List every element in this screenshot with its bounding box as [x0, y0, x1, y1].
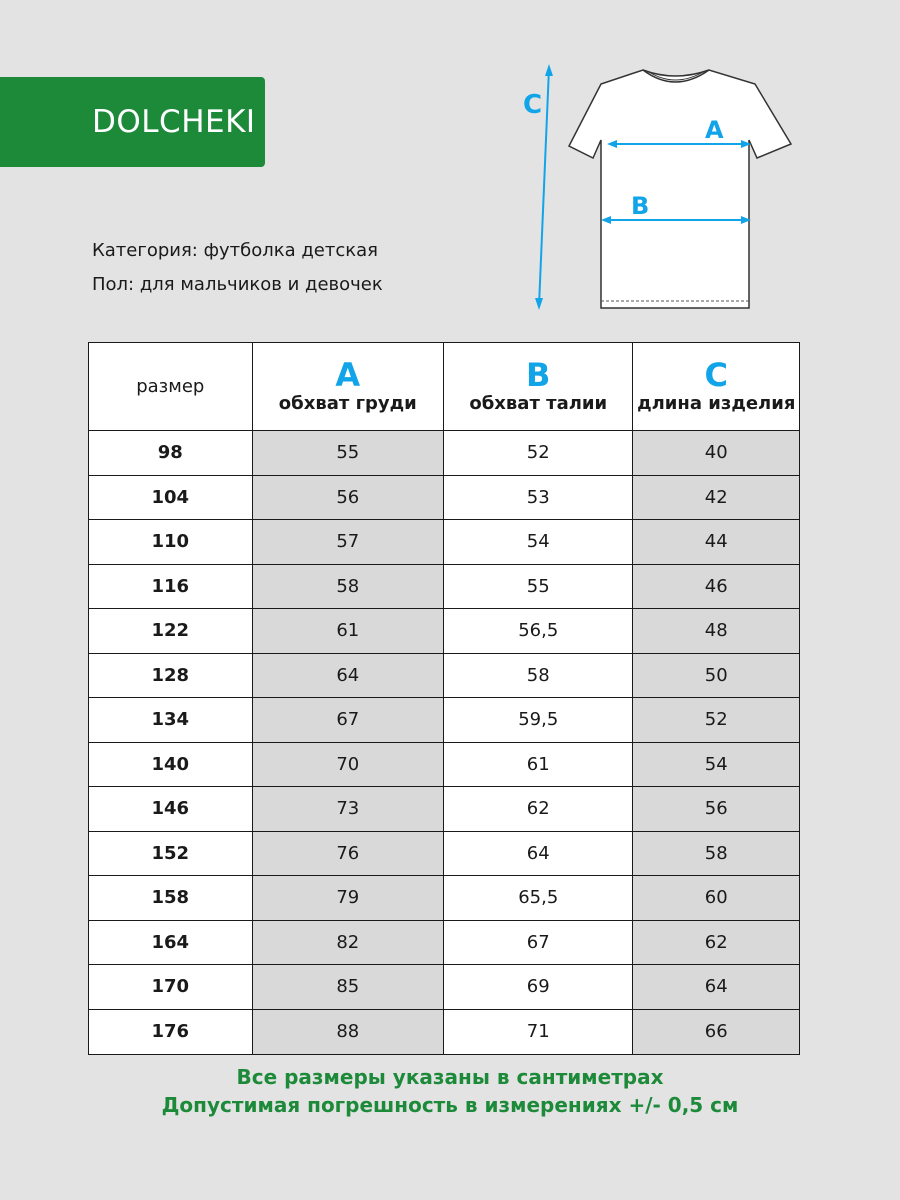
table-row — [89, 743, 799, 788]
header-a — [253, 343, 444, 431]
length-cell: 62 — [633, 921, 799, 966]
header-size-label: размер — [136, 376, 205, 397]
table-row — [89, 1010, 799, 1055]
chest-cell: 55 — [253, 431, 444, 476]
size-cell: 158 — [89, 876, 253, 921]
length-cell: 54 — [633, 743, 799, 788]
chest-cell: 85 — [253, 965, 444, 1010]
table-row — [89, 565, 799, 610]
chest-cell: 79 — [253, 876, 444, 921]
header-b-label: обхват талии — [469, 393, 608, 414]
header-size — [89, 343, 253, 431]
waist-cell: 61 — [444, 743, 633, 788]
brand-name: DOLCHEKI — [92, 104, 256, 140]
size-cell: 104 — [89, 476, 253, 521]
arrow-c-head-top — [545, 64, 553, 76]
chest-cell: 76 — [253, 832, 444, 877]
chest-cell: 88 — [253, 1010, 444, 1055]
waist-cell: 58 — [444, 654, 633, 699]
category-text: Категория: футболка детская — [92, 240, 378, 261]
waist-cell: 71 — [444, 1010, 633, 1055]
chest-cell: 73 — [253, 787, 444, 832]
length-cell: 60 — [633, 876, 799, 921]
waist-cell: 53 — [444, 476, 633, 521]
waist-cell: 59,5 — [444, 698, 633, 743]
length-cell: 50 — [633, 654, 799, 699]
footer-units-note: Все размеры указаны в сантиметрах — [236, 1065, 664, 1089]
chest-cell: 61 — [253, 609, 444, 654]
chest-cell: 82 — [253, 921, 444, 966]
table-row — [89, 921, 799, 966]
waist-cell: 62 — [444, 787, 633, 832]
length-cell: 42 — [633, 476, 799, 521]
table-body — [89, 431, 799, 1054]
label-a: A — [705, 116, 724, 144]
tshirt-outline — [569, 70, 791, 308]
table-row — [89, 965, 799, 1010]
table-row — [89, 609, 799, 654]
footer-tolerance-note: Допустимая погрешность в измерениях +/- 0,5 см — [161, 1093, 739, 1117]
table-row — [89, 787, 799, 832]
size-table — [88, 342, 800, 1055]
size-cell: 146 — [89, 787, 253, 832]
size-cell: 122 — [89, 609, 253, 654]
table-row — [89, 476, 799, 521]
tshirt-diagram — [515, 58, 805, 320]
length-cell: 44 — [633, 520, 799, 565]
length-cell: 64 — [633, 965, 799, 1010]
header-c — [633, 343, 799, 431]
length-cell: 56 — [633, 787, 799, 832]
size-cell: 110 — [89, 520, 253, 565]
length-cell: 48 — [633, 609, 799, 654]
label-b: B — [631, 192, 650, 220]
table-row — [89, 698, 799, 743]
label-c: C — [523, 90, 543, 120]
size-cell: 164 — [89, 921, 253, 966]
chest-cell: 57 — [253, 520, 444, 565]
size-cell: 116 — [89, 565, 253, 610]
chest-cell: 70 — [253, 743, 444, 788]
header-c-letter: C — [704, 356, 728, 394]
length-cell: 66 — [633, 1010, 799, 1055]
size-cell: 176 — [89, 1010, 253, 1055]
chest-cell: 56 — [253, 476, 444, 521]
size-cell: 140 — [89, 743, 253, 788]
size-cell: 128 — [89, 654, 253, 699]
brand-logo — [0, 77, 265, 167]
header-b — [444, 343, 633, 431]
waist-cell: 52 — [444, 431, 633, 476]
waist-cell: 55 — [444, 565, 633, 610]
waist-cell: 64 — [444, 832, 633, 877]
length-cell: 52 — [633, 698, 799, 743]
waist-cell: 56,5 — [444, 609, 633, 654]
header-b-letter: B — [526, 356, 551, 394]
table-row — [89, 431, 799, 476]
size-cell: 98 — [89, 431, 253, 476]
table-header-row — [89, 343, 799, 431]
waist-cell: 54 — [444, 520, 633, 565]
table-row — [89, 876, 799, 921]
table-row — [89, 832, 799, 877]
size-cell: 170 — [89, 965, 253, 1010]
arrow-c-head-bottom — [535, 298, 543, 310]
table-row — [89, 520, 799, 565]
waist-cell: 69 — [444, 965, 633, 1010]
table-row — [89, 654, 799, 699]
header-a-label: обхват груди — [278, 393, 417, 414]
waist-cell: 67 — [444, 921, 633, 966]
size-cell: 134 — [89, 698, 253, 743]
size-cell: 152 — [89, 832, 253, 877]
waist-cell: 65,5 — [444, 876, 633, 921]
chest-cell: 67 — [253, 698, 444, 743]
length-cell: 58 — [633, 832, 799, 877]
header-a-letter: A — [335, 356, 361, 394]
gender-text: Пол: для мальчиков и девочек — [92, 274, 383, 295]
length-cell: 46 — [633, 565, 799, 610]
chest-cell: 58 — [253, 565, 444, 610]
header-c-label: длина изделия — [637, 393, 796, 414]
length-cell: 40 — [633, 431, 799, 476]
chest-cell: 64 — [253, 654, 444, 699]
